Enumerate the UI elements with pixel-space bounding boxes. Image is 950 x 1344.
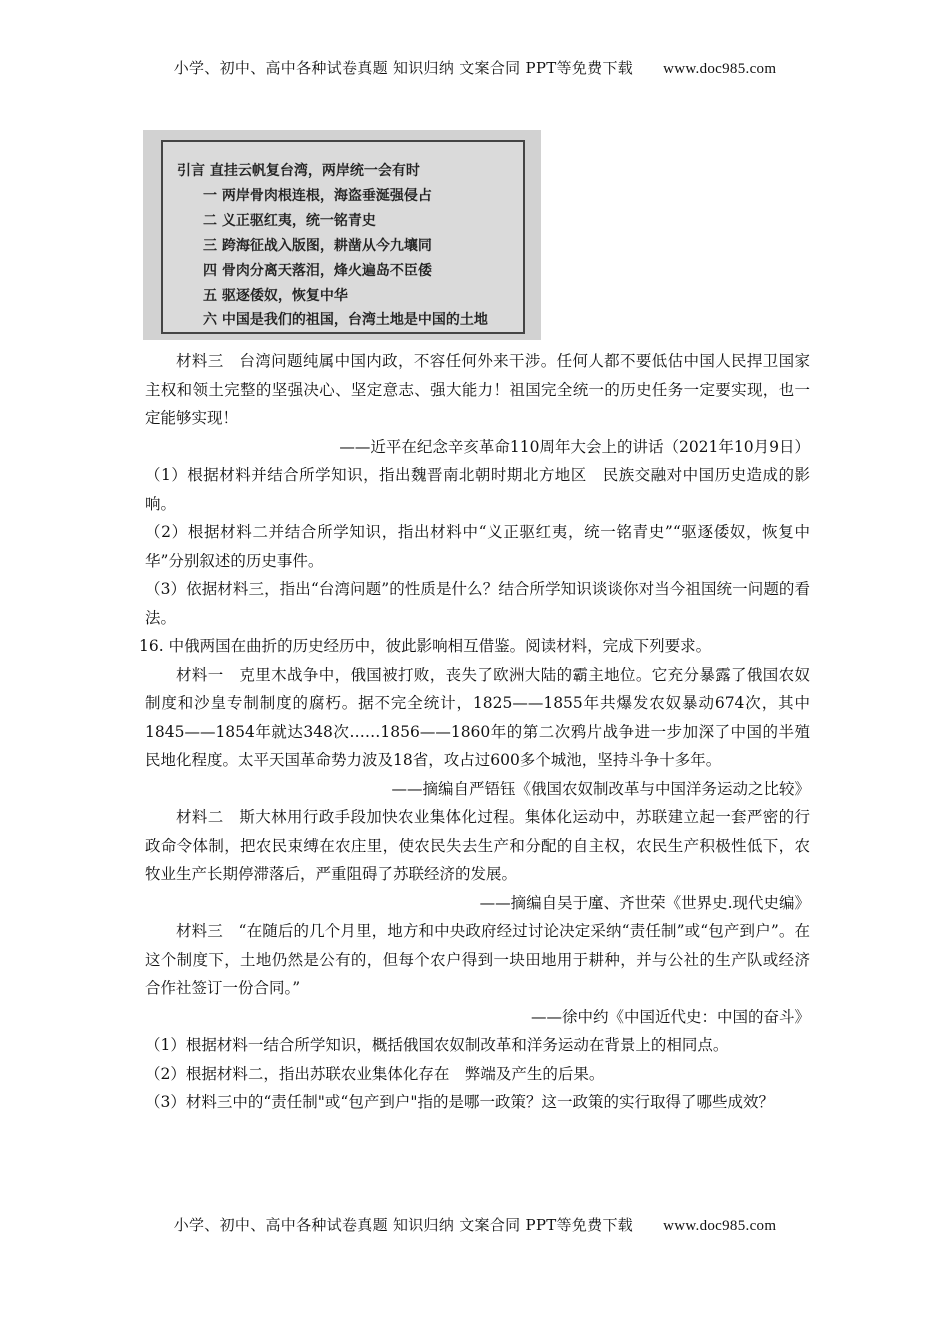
page-content: [139, 347, 810, 1117]
scan-line-6: 六 中国是我们的祖国，台湾土地是中国的土地: [203, 312, 488, 328]
header-text: 小学、初中、高中各种试卷真题 知识归纳 文案合同 PPT等免费下载: [173, 59, 634, 77]
scan-line-4: 四 骨肉分离天落泪，烽火遍岛不臣倭: [203, 263, 432, 279]
scan-line-intro: 引言 直挂云帆复台湾，两岸统一会有时: [177, 163, 420, 179]
scan-line-5: 五 驱逐倭奴，恢复中华: [203, 288, 348, 304]
scan-line-2: 二 义正驱红夷，统一铭青史: [203, 213, 376, 229]
page-footer: [0, 1214, 950, 1235]
q15-material-3-source: ——近平在纪念辛亥革命110周年大会上的讲话（2021年10月9日）: [339, 437, 810, 456]
footer-site[interactable]: www.doc985.com: [663, 1218, 777, 1234]
scan-line-3: 三 跨海征战入版图，耕凿从今九壤同: [203, 238, 432, 254]
q16-material-1: 材料一 克里木战争中，俄国被打败，丧失了欧洲大陆的霸主地位。它充分暴露了俄国农奴制度和沙皇专制制度的腐朽。据不完全统计，1825——1855年共爆发农奴暴动674次，其中1845——1854年就达348次……1856——1860年的第二次鸦片战争进一步加深了中国的半殖民地化程度。太平天国革命势力波及18省，攻占过600多个城池，坚持斗争十多年。: [145, 665, 810, 769]
q16-question-1: （1）根据材料一结合所学知识，概括俄国农奴制改革和洋务运动在背景上的相同点。: [145, 1036, 729, 1054]
q16-question-3: （3）材料三中的“责任制"或“包产到户"指的是哪一政策？这一政策的实行取得了哪些成效？: [145, 1093, 774, 1111]
footer-text: 小学、初中、高中各种试卷真题 知识归纳 文案合同 PPT等免费下载: [173, 1216, 634, 1234]
q16-material-3: 材料三 “在随后的几个月里，地方和中央政府经过讨论决定采纳“责任制”或“包产到户”。在这个制度下，土地仍然是公有的，但每个农户得到一块田地用于耕种，并与公社的生产队或经济合作社签订一份合同。”: [145, 922, 810, 997]
q16-material-2: 材料二 斯大林用行政手段加快农业集体化过程。集体化运动中，苏联建立起一套严密的行政命令体制，把农民束缚在农庄里，使农民失去生产和分配的自主权，农民生产积极性低下，农牧业生产长期停滞落后，严重阻碍了苏联经济的发展。: [145, 808, 810, 883]
scanned-table: [161, 140, 525, 334]
q16-material-2-source: ——摘编自吴于廑、齐世荣《世界史.现代史编》: [479, 893, 810, 912]
q15-material-3: 材料三 台湾问题纯属中国内政，不容任何外来干涉。任何人都不要低估中国人民捍卫国家主权和领土完整的坚强决心、坚定意志、强大能力！祖国完全统一的历史任务一定要实现，也一定能够实现！: [145, 352, 810, 427]
header-site[interactable]: www.doc985.com: [663, 61, 777, 77]
q16-question-2: （2）根据材料二，指出苏联农业集体化存在 弊端及产生的后果。: [145, 1064, 605, 1083]
q15-question-3: （3）依据材料三，指出“台湾问题”的性质是什么？结合所学知识谈谈你对当今祖国统一问题的看法。: [145, 580, 810, 627]
page-header: [0, 57, 950, 78]
q15-question-2: （2）根据材料二并结合所学知识，指出材料中“义正驱红夷，统一铭青史”“驱逐倭奴，恢复中华”分别叙述的历史事件。: [145, 523, 810, 570]
scanned-image: [143, 130, 541, 340]
q15-question-1: （1）根据材料并结合所学知识，指出魏晋南北朝时期北方地区 民族交融对中国历史造成的影响。: [145, 466, 810, 513]
q16-material-1-source: ——摘编自严铻钰《俄国农奴制改革与中国洋务运动之比较》: [391, 779, 810, 798]
q16-material-3-source: ——徐中约《中国近代史：中国的奋斗》: [530, 1007, 810, 1026]
scan-line-1: 一 两岸骨肉根连根，海盗垂涎强侵占: [203, 188, 432, 204]
q16-title: 16. 中俄两国在曲折的历史经历中，彼此影响相互借鉴。阅读材料，完成下列要求。: [139, 637, 712, 655]
